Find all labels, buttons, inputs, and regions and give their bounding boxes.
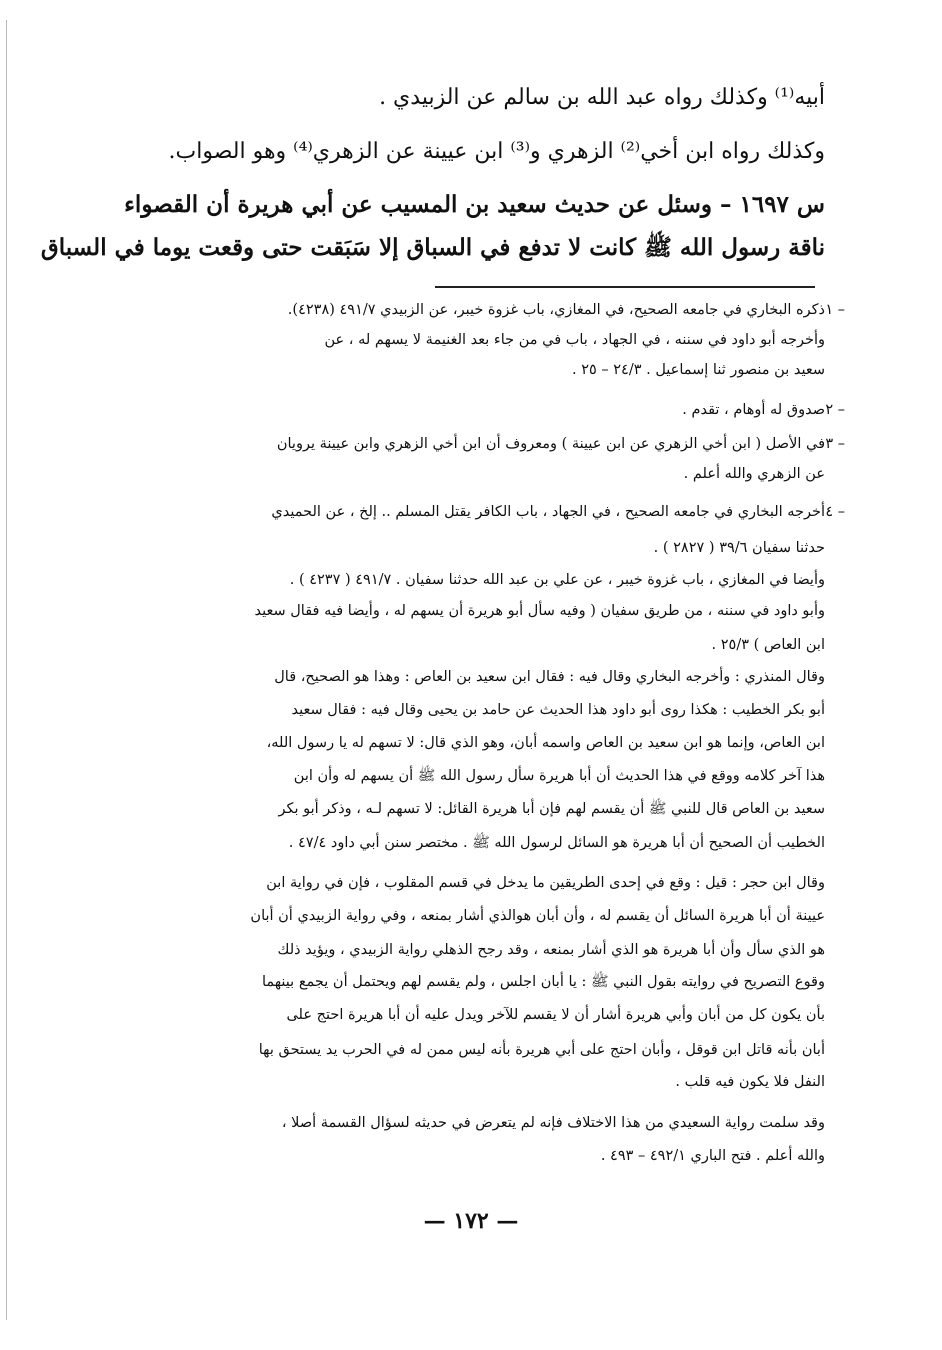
main-line-1: أبيه⁽¹⁾ وكذلك رواه عبد الله بن سالم عن الزبيدي . [379, 85, 825, 110]
footnote-line: سعيد بن منصور ثنا إسماعيل . ٢٤/٣ – ٢٥ . [571, 362, 825, 378]
footnote-number: ١ – [825, 302, 845, 318]
footnote-number: ٢ – [825, 402, 845, 418]
footnote-line: وأيضا في المغازي ، باب غزوة خيبر ، عن علي بن عبد الله حدثنا سفيان . ٤٩١/٧ ( ٤٢٣٧ ) . [289, 572, 825, 588]
main-line-4: ناقة رسول الله ﷺ كانت لا تدفع في السباق إلا سَبَقت حتى وقعت يوما في السباق [40, 234, 825, 261]
footnote-line: وقال المنذري : وأخرجه البخاري وقال فيه : فقال ابن سعيد بن العاص : وهذا هو الصحيح، قال [274, 669, 825, 685]
footnote-line: وقد سلمت رواية السعيدي من هذا الاختلاف فإنه لم يتعرض في حديثه لسؤال القسمة أصلا ، [281, 1115, 825, 1131]
footnote-line: صدوق له أوهام ، تقدم . [682, 402, 825, 418]
footnote-line: عيينة أن أبا هريرة السائل أن يقسم له ، وأن أبان هوالذي أشار بمنعه ، وفي رواية الزبيدي أن أبان [250, 908, 825, 924]
footnote-line: وأخرجه أبو داود في سننه ، في الجهاد ، باب في من جاء بعد الغنيمة لا يسهم له ، عن [324, 332, 825, 348]
footnote-line: حدثنا سفيان ٣٩/٦ ( ٢٨٢٧ ) . [653, 540, 825, 556]
footnote-line: هذا آخر كلامه ووقع في هذا الحديث أن أبا هريرة سأل رسول الله ﷺ أن يسهم له وأن ابن [293, 768, 825, 784]
footnote-line: ابن العاص ) ٢٥/٣ . [711, 637, 825, 653]
footnote-line: والله أعلم . فتح الباري ٤٩٢/١ – ٤٩٣ . [600, 1148, 825, 1164]
footnote-line: أبو بكر الخطيب : هكذا روى أبو داود هذا الحديث عن حامد بن يحيى وقال فيه : فقال سعيد [291, 702, 825, 718]
footnote-line: سعيد بن العاص قال للنبي ﷺ أن يقسم لهم فإن أبا هريرة القائل: لا تسهم لـه ، وذكر أبو بكر [278, 801, 825, 817]
page-number: — ١٧٢ — [423, 1208, 519, 1234]
footnote-line: ابن العاص، وإنما هو ابن سعيد بن العاص واسمه أبان، وهو الذي قال: لا تسهم له يا رسول الله، [266, 735, 825, 751]
question-heading: س ١٦٩٧ – وسئل عن حديث سعيد بن المسيب عن أبي هريرة أن القصواء [124, 191, 825, 218]
footnote-line: بأن يكون كل من أبان وأبي هريرة أشار أن لا يقسم للآخر ويدل عليه أن أبا هريرة احتج على [286, 1007, 825, 1023]
footnote-number: ٣ – [825, 436, 845, 452]
footnote-separator [435, 286, 815, 288]
footnote-line: وقوع التصريح في روايته بقول النبي ﷺ : يا أبان اجلس ، ولم يقسم لهم ويحتمل أن يجمع بينهما [261, 974, 825, 990]
footnote-line: النفل فلا يكون فيه قلب . [675, 1074, 825, 1090]
scan-edge-line [6, 20, 7, 1320]
footnote-line: عن الزهري والله أعلم . [683, 466, 825, 482]
footnote-line: وأبو داود في سننه ، من طريق سفيان ( وفيه سأل أبو هريرة أن يسهم له ، وأيضا فيه فقال سعيد [254, 603, 825, 619]
footnote-number: ٤ – [825, 504, 845, 520]
footnote-line: ذكره البخاري في جامعه الصحيح، في المغازي، باب غزوة خيبر، عن الزبيدي ٤٩١/٧ (٤٢٣٨). [287, 302, 825, 318]
footnote-line: أبان بأنه قاتل ابن قوقل ، وأبان احتج على أبي هريرة بأنه ليس ممن له في الحرب يد يستحق بها [258, 1042, 825, 1058]
footnote-line: وقال ابن حجر : قيل : وقع في إحدى الطريقين ما يدخل في قسم المقلوب ، فإن في رواية ابن [266, 875, 825, 891]
footnote-line: في الأصل ( ابن أخي الزهري عن ابن عيينة ) ومعروف أن ابن أخي الزهري وابن عيينة يرويان [276, 436, 825, 452]
main-line-2: وكذلك رواه ابن أخي⁽²⁾ الزهري و⁽³⁾ ابن عيينة عن الزهري⁽⁴⁾ وهو الصواب. [168, 139, 825, 164]
footnote-line: الخطيب أن الصحيح أن أبا هريرة هو السائل لرسول الله ﷺ . مختصر سنن أبي داود ٤٧/٤ . [288, 835, 825, 851]
footnote-line: هو الذي سأل وأن أبا هريرة هو الذي أشار بمنعه ، وقد رجح الذهلي رواية الزبيدي ، ويؤيد ذلك [277, 942, 825, 958]
footnote-line: أخرجه البخاري في جامعه الصحيح ، في الجهاد ، باب الكافر يقتل المسلم .. إلخ ، عن الحميدي [271, 504, 825, 520]
